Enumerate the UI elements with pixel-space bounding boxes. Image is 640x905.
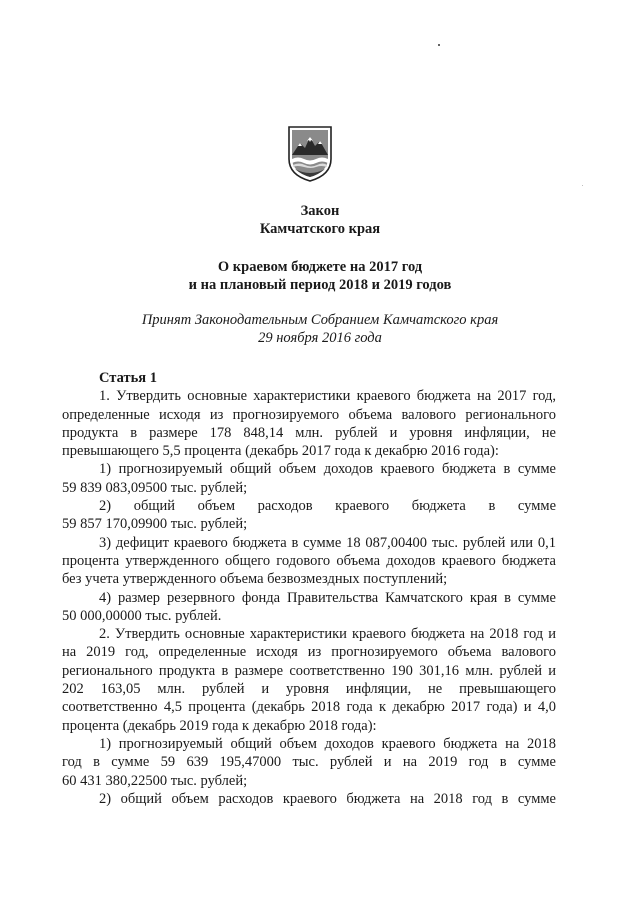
paragraph-line: на 2019 год, определенные исходя из прогнозируемого объема валового	[62, 644, 556, 661]
law-title-line-2: и на плановый период 2018 и 2019 годов	[188, 277, 452, 293]
scan-speck	[438, 44, 440, 46]
paragraph-line: 1. Утвердить основные характеристики краевого бюджета на 2017 год,	[99, 388, 556, 405]
article-heading: Статья 1	[99, 370, 157, 386]
paragraph-line: 60 431 380,22500 тыс. рублей;	[62, 772, 248, 789]
paragraph-line: 4) размер резервного фонда Правительства Камчатского края в сумме	[99, 589, 556, 606]
paragraph-line: 2) общий объем расходов краевого бюджета в сумме	[99, 498, 556, 515]
law-title-line-1: О краевом бюджете на 2017 год	[217, 259, 423, 275]
paragraph-line: 59 839 083,09500 тыс. рублей;	[62, 479, 248, 496]
paragraph-line: 2) общий объем расходов краевого бюджета на 2018 год в сумме	[99, 790, 556, 807]
coat-of-arms-emblem	[286, 125, 334, 183]
article-body	[62, 369, 556, 808]
region-heading: Камчатского края	[259, 221, 381, 237]
adoption-note: Принят Законодательным Собранием Камчатского края	[141, 312, 499, 328]
paragraph-line: продукта в размере 178 848,14 млн. рублей и уровня инфляции, не	[62, 424, 556, 441]
paragraph-line: 1) прогнозируемый общий объем доходов краевого бюджета в сумме	[99, 461, 556, 478]
paragraph-line: соответственно 4,5 процента (декабрь 2018 года к декабрю 2017 года) и 4,0	[62, 699, 556, 716]
paragraph-line: 2. Утвердить основные характеристики краевого бюджета на 2018 год и	[99, 626, 556, 643]
paragraph-line: превышающего 5,5 процента (декабрь 2017 года к декабрю 2016 года):	[62, 443, 499, 460]
paragraph-line: год в сумме 59 639 195,47000 тыс. рублей и на 2019 год в сумме	[62, 754, 556, 771]
paragraph-line: определенные исходя из прогнозируемого объема валового регионального	[62, 406, 556, 423]
adoption-date: 29 ноября 2016 года	[258, 330, 382, 346]
document-type-heading: Закон	[300, 203, 340, 219]
scan-speck	[582, 185, 583, 186]
paragraph-line: регионального продукта в размере соответственно 190 301,16 млн. рублей и	[62, 662, 556, 679]
paragraph-line: 202 163,05 млн. рублей и уровня инфляции, не превышающего	[62, 681, 556, 698]
paragraph-line: 3) дефицит краевого бюджета в сумме 18 087,00400 тыс. рублей или 0,1	[99, 534, 556, 551]
paragraph-line: 50 000,00000 тыс. рублей.	[62, 607, 222, 624]
paragraph-line: 1) прогнозируемый общий объем доходов краевого бюджета на 2018	[99, 735, 556, 752]
paragraph-line: процента утвержденного общего годового объема доходов краевого бюджета	[62, 552, 556, 569]
paragraph-line: без учета утвержденного объема безвозмездных поступлений;	[62, 571, 448, 588]
paragraph-line: процента (декабрь 2019 года к декабрю 2018 года):	[62, 717, 377, 734]
paragraph-line: 59 857 170,09900 тыс. рублей;	[62, 516, 248, 533]
